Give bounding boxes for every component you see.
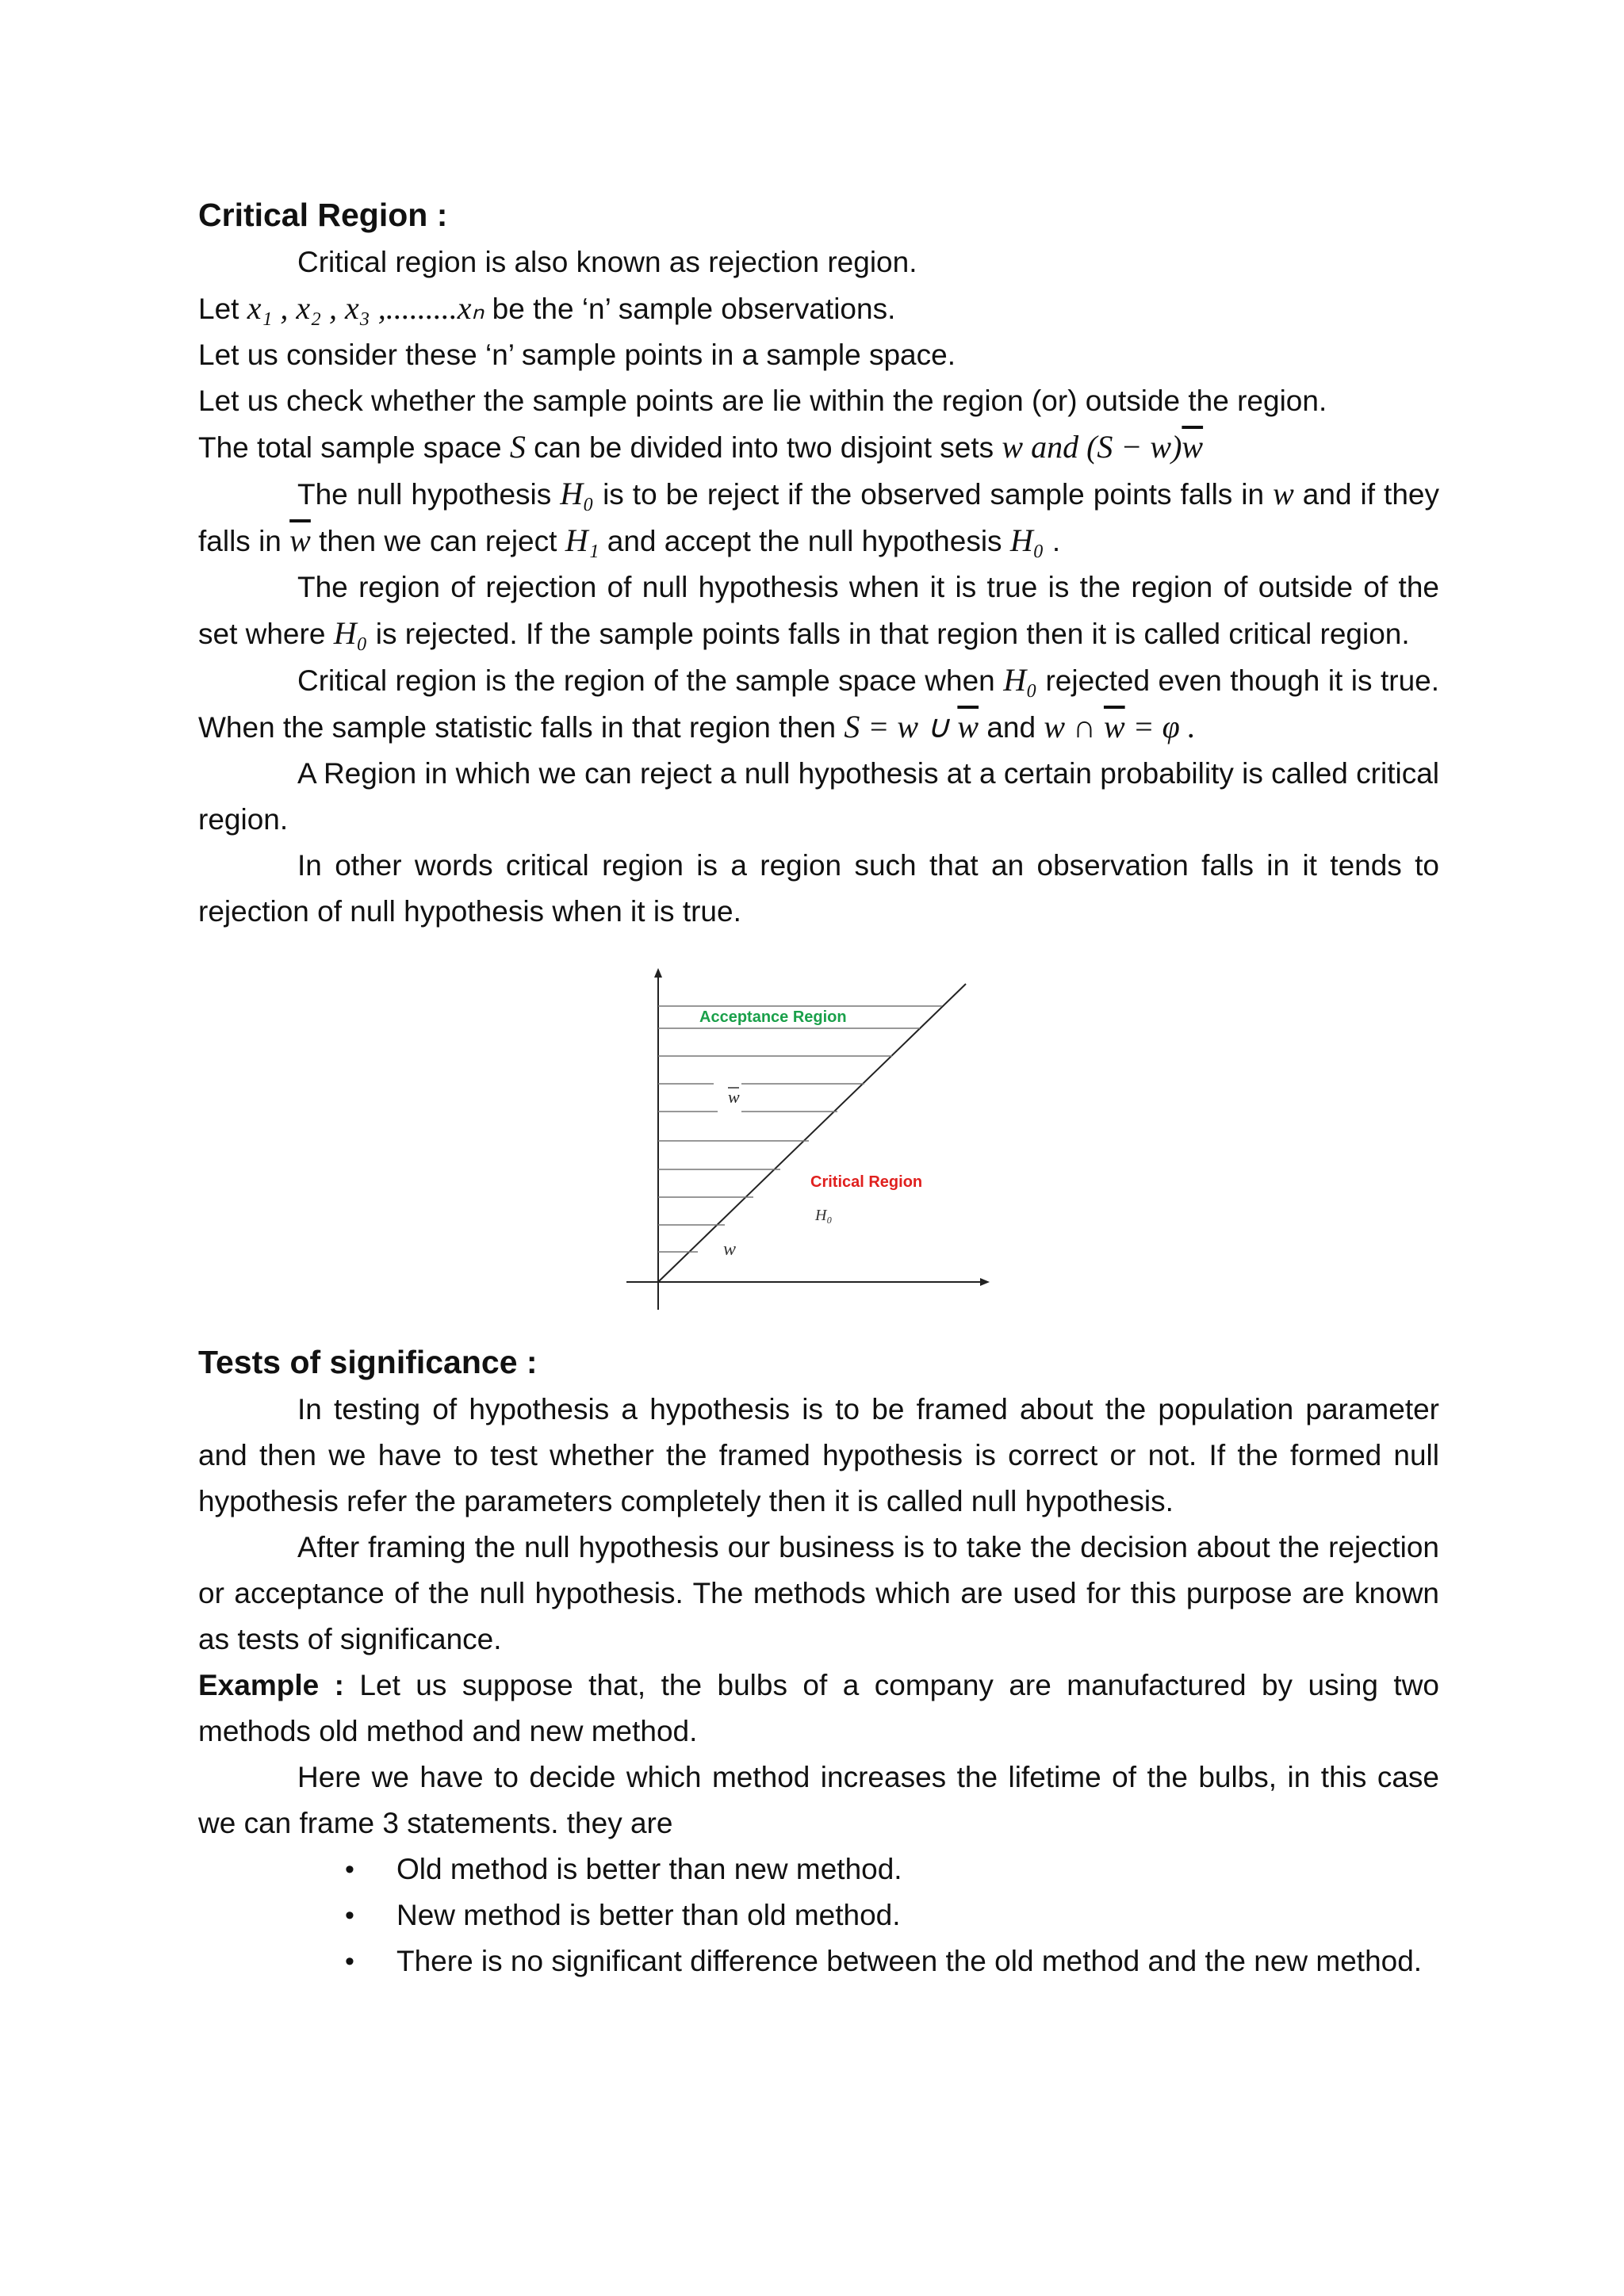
bullet-icon: • xyxy=(345,1854,354,1885)
paragraph: Here we have to decide which method increases the lifetime of the bulbs, in this case we can frame 3 statements. they are xyxy=(198,1761,1439,1839)
paragraph: The null hypothesis H₀ is to be reject if the observed sample points falls in w and if they falls in $\overline{w}$ then we can reject H₁ and accept the null hypothesis H₀ . xyxy=(198,476,1439,558)
paragraph: The region of rejection of null hypothesis when it is true is the region of outside of the set where H₀ is rejected. If the sample points falls in that region then it is called critical region. xyxy=(198,571,1439,651)
list-item: • There is no significant difference between the old method and the new method. xyxy=(198,1938,1439,1984)
list-item: • New method is better than old method. xyxy=(198,1892,1439,1938)
bullet-list xyxy=(198,1846,1439,1984)
critical-region-diagram xyxy=(626,957,991,1330)
math-symbol: S xyxy=(509,429,526,465)
section-heading-tests-of-significance: Tests of significance : xyxy=(198,1344,538,1380)
critical-region-figure xyxy=(198,957,1439,1330)
math-symbol: $\overline{w}$ xyxy=(1182,429,1204,465)
paragraph: Critical region is also known as rejection region. xyxy=(297,246,917,278)
paragraph: Let x₁ , x₂ , x₃ ,.........xₙ be the ‘n’ sample observations. xyxy=(198,290,896,326)
paragraph: In other words critical region is a region such that an observation falls in it tends to rejection of null hypothesis when it is true. xyxy=(198,849,1439,928)
acceptance-hatching xyxy=(658,1006,942,1252)
x-axis-arrow-icon xyxy=(980,1278,990,1286)
paragraph: The total sample space S can be divided into two disjoint sets w and $(S - w)\overline{w}$ xyxy=(198,429,1204,465)
wbar-label: w xyxy=(728,1087,740,1107)
document-page xyxy=(198,190,1439,1984)
paragraph: Critical region is the region of the sample space when H₀ rejected even though it is true. When the sample statistic falls in that region then S = w ∪ $\overline{w}$ and w ∩ $\overline{w} = \varphi$ . xyxy=(198,662,1439,744)
paragraph: In testing of hypothesis a hypothesis is to be framed about the population parameter and then we have to test whether the framed hypothesis is correct or not. If the formed null hypothesis refer the parameters completely then it is called null hypothesis. xyxy=(198,1393,1439,1517)
y-axis-arrow-icon xyxy=(654,968,662,978)
critical-region-label: Critical Region xyxy=(810,1173,923,1191)
paragraph: After framing the null hypothesis our business is to take the decision about the rejection or acceptance of the null hypothesis. The methods which are used for this purpose are known as tests of significance. xyxy=(198,1531,1439,1655)
bullet-icon: • xyxy=(345,1900,354,1931)
list-item: • Old method is better than new method. xyxy=(198,1846,1439,1892)
paragraph: Let us check whether the sample points are lie within the region (or) outside the region. xyxy=(198,385,1327,417)
w-label: w xyxy=(723,1239,737,1260)
acceptance-region-label: Acceptance Region xyxy=(699,1008,847,1026)
section-heading-critical-region: Critical Region : xyxy=(198,197,448,233)
math-expression: w and (S − w) xyxy=(1002,429,1182,465)
paragraph: A Region in which we can reject a null hypothesis at a certain probability is called critical region. xyxy=(198,757,1439,836)
h0-label: H₀ xyxy=(815,1207,833,1224)
math-expression: x₁ , x₂ , x₃ ,.........xₙ xyxy=(247,290,485,326)
paragraph: Let us consider these ‘n’ sample points in a sample space. xyxy=(198,339,956,371)
bullet-icon: • xyxy=(345,1946,354,1976)
example-label: Example : xyxy=(198,1669,344,1701)
paragraph: Example : Let us suppose that, the bulbs of a company are manufactured by using two methods old method and new method. xyxy=(198,1669,1439,1747)
